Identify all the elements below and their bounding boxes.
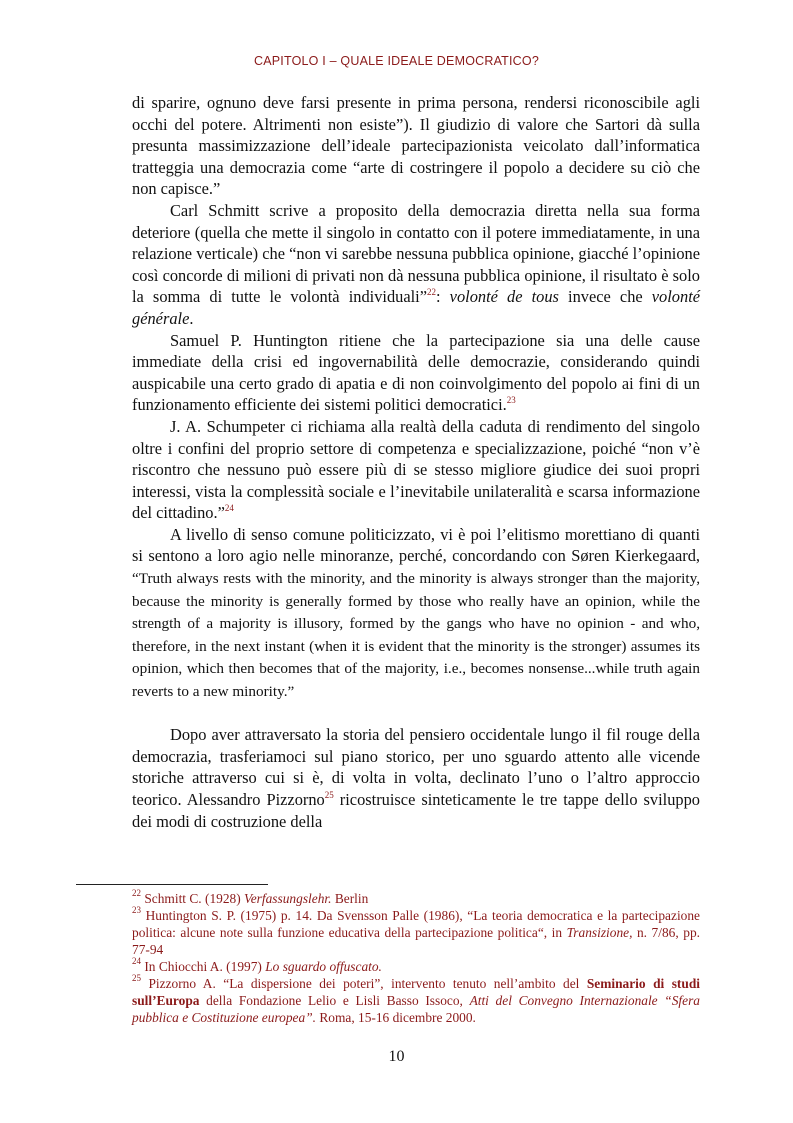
paragraph-4: J. A. Schumpeter ci richiama alla realtà della caduta di rendimento del singolo oltre i confini del proprio settore di competenza e specializzazione, poiché “non v’è riscontro che nessuno può essere più di se stesso migliore giudice dei suoi propri interessi, vista la complessità sociale e l’inevitabile unilateralità e scarsa informazione del cittadino.”$^{24}$: [132, 416, 700, 523]
footnote-ref-23[interactable]: 23: [506, 395, 516, 406]
paragraph-3: Samuel P. Huntington ritiene che la partecipazione sia una delle cause immediate della crisi ed ingovernabilità delle democrazie, considerando quindi auspicabile una certo grado di apatia e di non coinvolgimento del popolo ai fini di un funzionamento efficiente dei sistemi politici democratici.$^{23}$: [132, 330, 700, 415]
footnote-ref-25[interactable]: 25: [324, 790, 334, 800]
paragraph-2: Carl Schmitt scrive a proposito della democrazia diretta nella sua forma deteriore (quella che mette il singolo in contatto con il potere immediatamente, in una relazione verticale) che “non vi sarebbe nessuna pubblica opinione, giacché l’opinione così concorde di milioni di privati non dà nessuna pubblica opinione, il risultato è solo la somma di tutte le volontà individuali”$^{22}$: volonté de tous invece che volonté générale.: [132, 200, 701, 328]
footnotes: [132, 890, 700, 1026]
paragraph-1: di sparire, ognuno deve farsi presente in prima persona, rendersi riconoscibile agli occhi del potere. Altrimenti non esiste”). Il giudizio di valore che Sartori dà sulla presunta massimizzazione dell’ideale partecipazionista veicolato dall’informatica tratteggia una democrazia come “arte di costringere il popolo a decidere su ciò che non capisce.”: [132, 93, 700, 199]
kierkegaard-quote: “Truth always rests with the minority, and the minority is always stronger than the majority, because the minority is generally formed by those who really have an opinion, while the strength of a majority is illusory, formed by the gangs who have no opinion - and who, therefore, in the next instant (when it is evident that the minority is the stronger) assumes its opinion, which then becomes that of the majority, i.e., becomes nonsense...while truth again reverts to a new minority.”: [132, 570, 700, 701]
running-header: CAPITOLO I – QUALE IDEALE DEMOCRATICO?: [254, 54, 539, 68]
footnote-separator: [76, 884, 268, 885]
paragraph-gap: [132, 703, 700, 725]
footnote-ref-24[interactable]: 24: [224, 503, 234, 514]
footnote-24: $^{24}$ In Chiocchi A. (1997) Lo sguardo offuscato.: [132, 956, 382, 974]
paragraph-5: A livello di senso comune politicizzato, vi è poi l’elitismo morettiano di quanti si sentono a loro agio nelle minoranze, perché, concordando con Søren Kierkegaard, “Truth always rests with the minority, and the minority is always stronger than the majority, because the minority is generally formed by those who really have an opinion, while the strength of a majority is illusory, formed by the gangs who have no opinion - and who, therefore, in the next instant (when it is evident that the minority is the stronger) assumes its opinion, which then becomes that of the majority, i.e., becomes nonsense...while truth again reverts to a new minority.”: [132, 524, 700, 701]
footnote-22: $^{22}$ Schmitt C. (1928) Verfassungslehr. Berlin: [132, 888, 369, 906]
paragraph-6: Dopo aver attraversato la storia del pensiero occidentale lungo il fil rouge della democrazia, trasferiamoci sul piano storico, per uno sguardo attento alle vicende storiche attraverso cui si è, di volta in volta, declinato l’uno o l’altro approccio teorico. Alessandro Pizzorno$^{25}$ ricostruisce sinteticamente le tre tappe dello sviluppo dei modi di costruzione della: [132, 725, 700, 831]
footnote-23: $^{23}$ Huntington S. P. (1975) p. 14. Da Svensson Palle (1986), “La teoria democratica e la partecipazione politica: alcune note sulla funzione educativa della partecipazione politica“, in Transizione, n. 7/86, pp. 77-94: [132, 905, 700, 957]
page-number: 10: [388, 1048, 405, 1065]
footnote-25: $^{25}$ Pizzorno A. “La dispersione dei poteri”, intervento tenuto nell’ambito del Seminario di studi sull’Europa della Fondazione Lelio e Lisli Basso Issoco, Atti del Convegno Internazionale “Sfera pubblica e Costituzione europea”. Roma, 15-16 dicembre 2000.: [132, 973, 701, 1025]
main-text: [132, 92, 700, 832]
footnote-ref-22[interactable]: 22: [427, 287, 436, 298]
